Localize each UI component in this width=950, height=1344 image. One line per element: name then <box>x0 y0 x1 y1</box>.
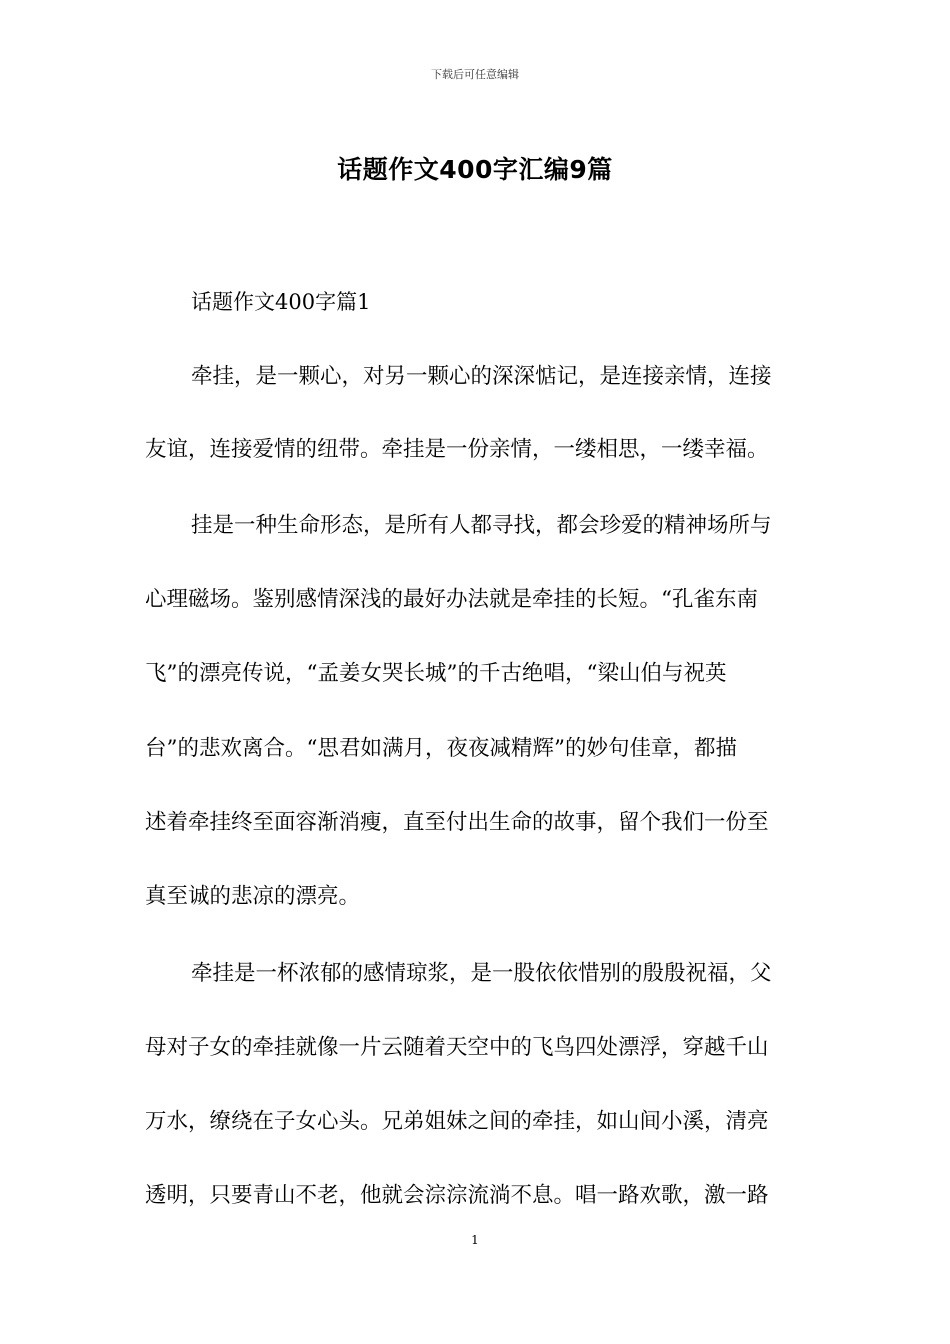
paragraph-line: 牵挂是一杯浓郁的感情琼浆，是一股依依惜别的殷殷祝福，父 <box>191 961 772 986</box>
paragraph-line: 飞”的漂亮传说，“孟姜女哭长城”的千古绝唱，“梁山伯与祝英 <box>145 661 727 686</box>
paragraph-line: 万水，缭绕在子女心头。兄弟姐妹之间的牵挂，如山间小溪，清亮 <box>145 1109 769 1134</box>
paragraph-line: 母对子女的牵挂就像一片云随着天空中的飞鸟四处漂浮，穿越千山 <box>145 1035 769 1060</box>
header-note: 下载后可任意编辑 <box>431 68 519 81</box>
paragraph-line: 真至诚的悲凉的漂亮。 <box>145 884 361 909</box>
document-title: 话题作文400字汇编9篇 <box>337 155 613 184</box>
page-number: 1 <box>471 1233 479 1247</box>
paragraph-line: 牵挂，是一颗心，对另一颗心的深深惦记，是连接亲情，连接 <box>191 364 772 389</box>
paragraph-line: 友谊，连接爱情的纽带。牵挂是一份亲情，一缕相思，一缕幸福。 <box>145 437 769 462</box>
section-heading: 话题作文400字篇1 <box>191 290 371 314</box>
paragraph-line: 挂是一种生命形态，是所有人都寻找，都会珍爱的精神场所与 <box>191 513 772 538</box>
paragraph-line: 述着牵挂终至面容渐消瘦，直至付出生命的故事，留个我们一份至 <box>145 810 769 835</box>
paragraph-line: 心理磁场。鉴别感情深浅的最好办法就是牵挂的长短。“孔雀东南 <box>145 587 758 612</box>
paragraph-line: 台”的悲欢离合。“思君如满月，夜夜减精辉”的妙句佳章，都描 <box>145 736 737 761</box>
paragraph-line: 透明，只要青山不老，他就会淙淙流淌不息。唱一路欢歌，激一路 <box>145 1183 769 1208</box>
